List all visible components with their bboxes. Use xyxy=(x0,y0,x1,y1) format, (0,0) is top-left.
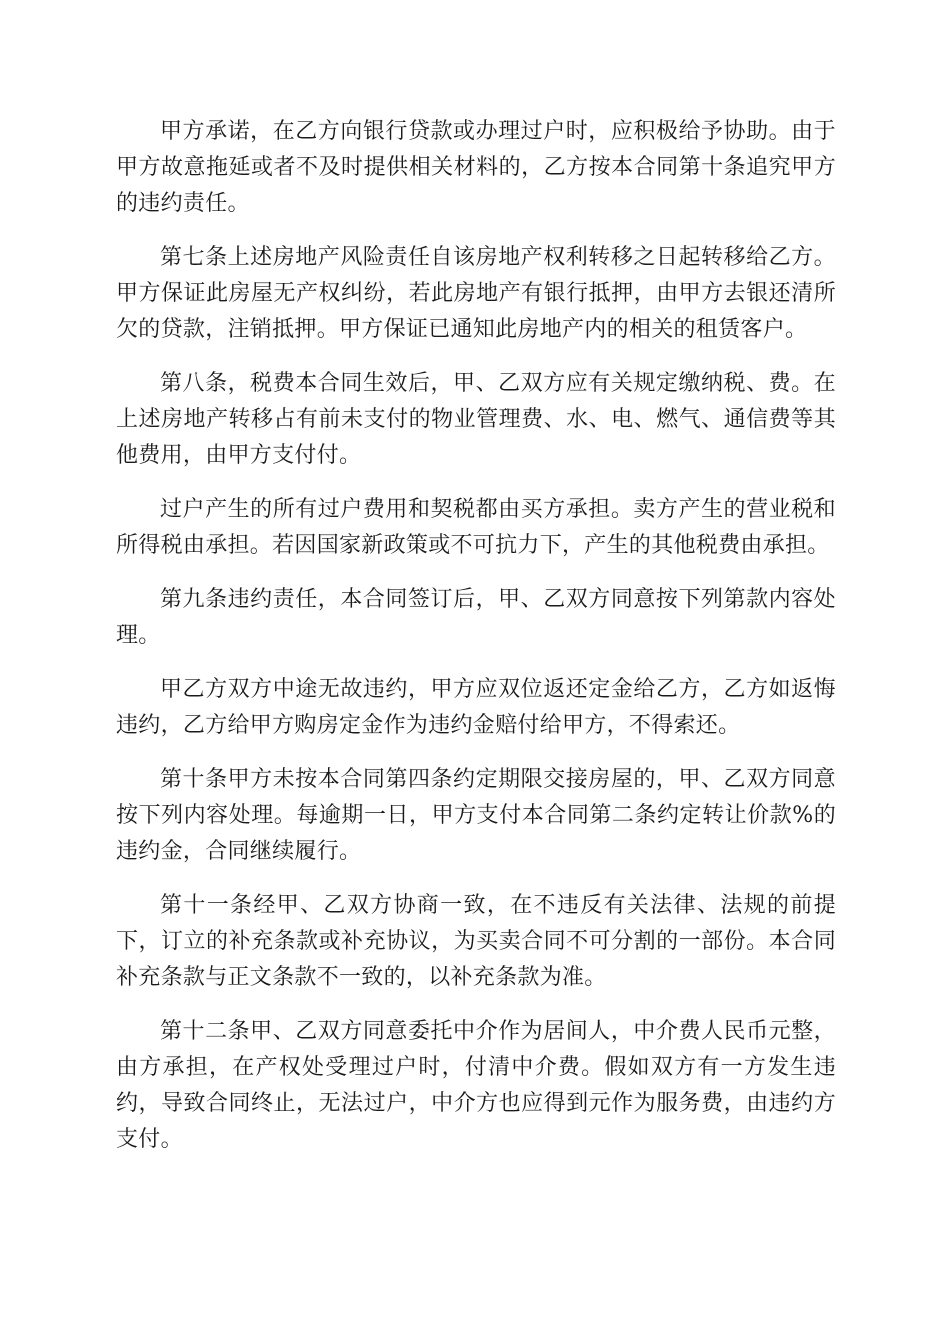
paragraph-article-8: 第八条，税费本合同生效后，甲、乙双方应有关规定缴纳税、费。在上述房地产转移占有前未支付的物业管理费、水、电、燃气、通信费等其他费用，由甲方支付付。 xyxy=(116,371,836,468)
paragraph-article-7: 第七条上述房地产风险责任自该房地产权利转移之日起转移给乙方。甲方保证此房屋无产权纠纷，若此房地产有银行抵押，由甲方去银还清所欠的贷款，注销抵押。甲方保证已通知此房地产内的相关的租赁客户。 xyxy=(116,245,836,342)
document-body xyxy=(116,114,836,1176)
paragraph-article-12: 第十二条甲、乙双方同意委托中介作为居间人，中介费人民币元整，由方承担，在产权处受理过户时，付清中介费。假如双方有一方发生违约，导致合同终止，无法过户，中介方也应得到元作为服务费，由违约方支付。 xyxy=(116,1019,836,1152)
paragraph-article-10: 第十条甲方未按本合同第四条约定期限交接房屋的，甲、乙双方同意按下列内容处理。每逾期一日，甲方支付本合同第二条约定转让价款%的违约金，合同继续履行。 xyxy=(116,767,836,864)
paragraph-transfer-fees: 过户产生的所有过户费用和契税都由买方承担。卖方产生的营业税和所得税由承担。若因国家新政策或不可抗力下，产生的其他税费由承担。 xyxy=(116,497,836,558)
paragraph-buyer-loan-assistance: 甲方承诺，在乙方向银行贷款或办理过户时，应积极给予协助。由于甲方故意拖延或者不及时提供相关材料的，乙方按本合同第十条追究甲方的违约责任。 xyxy=(116,119,836,216)
paragraph-breach-deposit: 甲乙方双方中途无故违约，甲方应双位返还定金给乙方，乙方如返悔违约，乙方给甲方购房定金作为违约金赔付给甲方，不得索还。 xyxy=(116,677,836,738)
paragraph-article-11: 第十一条经甲、乙双方协商一致，在不违反有关法律、法规的前提下，订立的补充条款或补充协议，为买卖合同不可分割的一部份。本合同补充条款与正文条款不一致的，以补充条款为准。 xyxy=(116,893,836,990)
paragraph-article-9: 第九条违约责任，本合同签订后，甲、乙双方同意按下列第款内容处理。 xyxy=(116,587,836,648)
